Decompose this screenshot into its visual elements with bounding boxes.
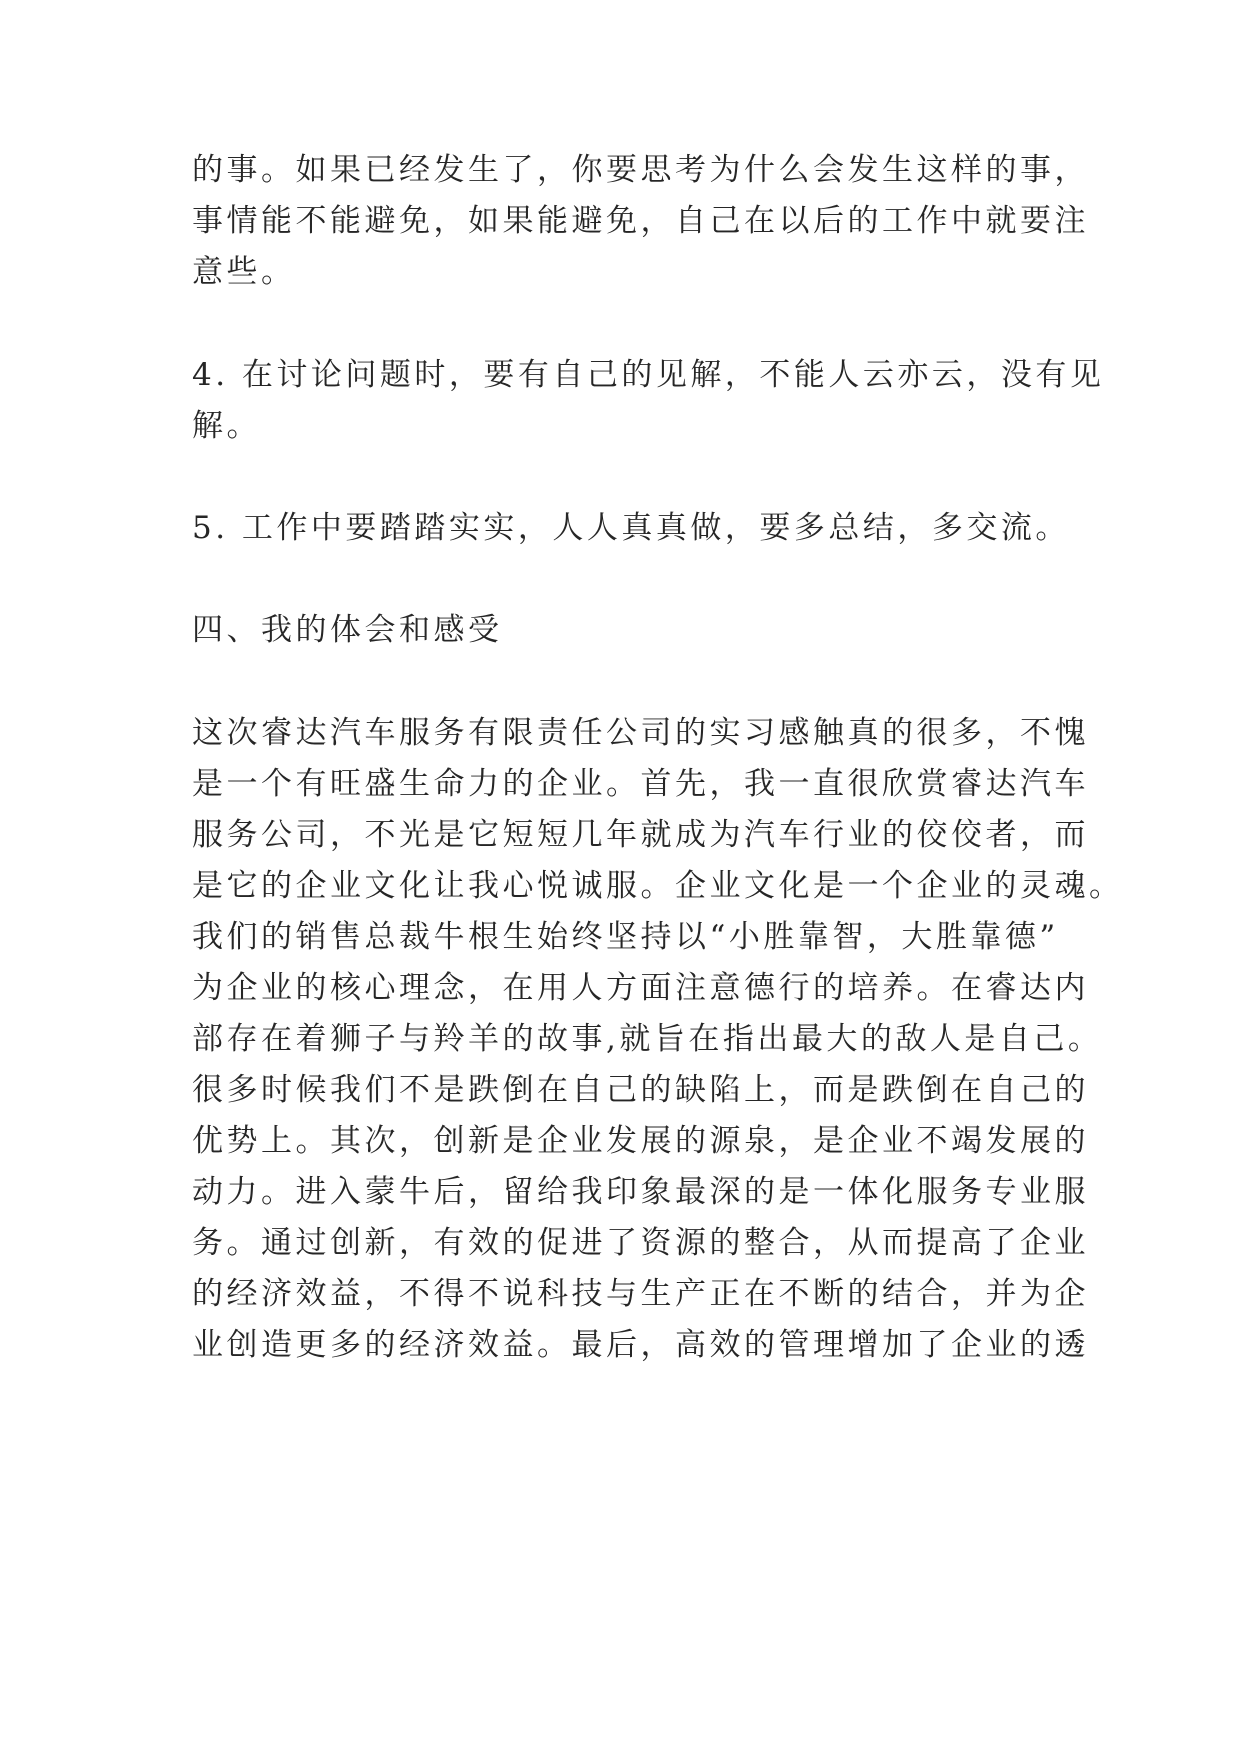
list-item-4: 4. 在讨论问题时，要有自己的见解，不能人云亦云，没有见 (192, 357, 1105, 393)
text-line: 为企业的核心理念，在用人方面注意德行的培养。在睿达内 (192, 970, 1089, 1006)
list-item-5: 5. 工作中要踏踏实实，人人真真做，要多总结，多交流。 (192, 510, 1070, 546)
text-line: 意些。 (192, 254, 296, 290)
text-line: 这次睿达汽车服务有限责任公司的实习感触真的很多，不愧 (192, 715, 1089, 751)
text-line: 动力。进入蒙牛后，留给我印象最深的是一体化服务专业服 (192, 1174, 1089, 1210)
section-heading: 四、我的体会和感受 (192, 612, 503, 648)
text-line: 是一个有旺盛生命力的企业。首先，我一直很欣赏睿达汽车 (192, 766, 1089, 802)
text-line: 服务公司，不光是它短短几年就成为汽车行业的佼佼者，而 (192, 817, 1089, 853)
text-line: 的事。如果已经发生了，你要思考为什么会发生这样的事， (192, 152, 1089, 188)
text-line: 务。通过创新，有效的促进了资源的整合，从而提高了企业 (192, 1225, 1089, 1261)
text-line: 是它的企业文化让我心悦诚服。企业文化是一个企业的灵魂。 (192, 868, 1124, 904)
text-line: 优势上。其次，创新是企业发展的源泉，是企业不竭发展的 (192, 1123, 1089, 1159)
text-line: 的经济效益，不得不说科技与生产正在不断的结合，并为企 (192, 1276, 1089, 1312)
text-line: 解。 (192, 408, 261, 444)
text-line: 部存在着狮子与羚羊的故事,就旨在指出最大的敌人是自己。 (192, 1021, 1103, 1057)
text-line: 我们的销售总裁牛根生始终坚持以“小胜靠智，大胜靠德” (192, 919, 1059, 955)
text-line: 业创造更多的经济效益。最后，高效的管理增加了企业的透 (192, 1327, 1089, 1363)
text-line: 很多时候我们不是跌倒在自己的缺陷上，而是跌倒在自己的 (192, 1072, 1089, 1108)
text-line: 事情能不能避免，如果能避免，自己在以后的工作中就要注 (192, 203, 1089, 239)
